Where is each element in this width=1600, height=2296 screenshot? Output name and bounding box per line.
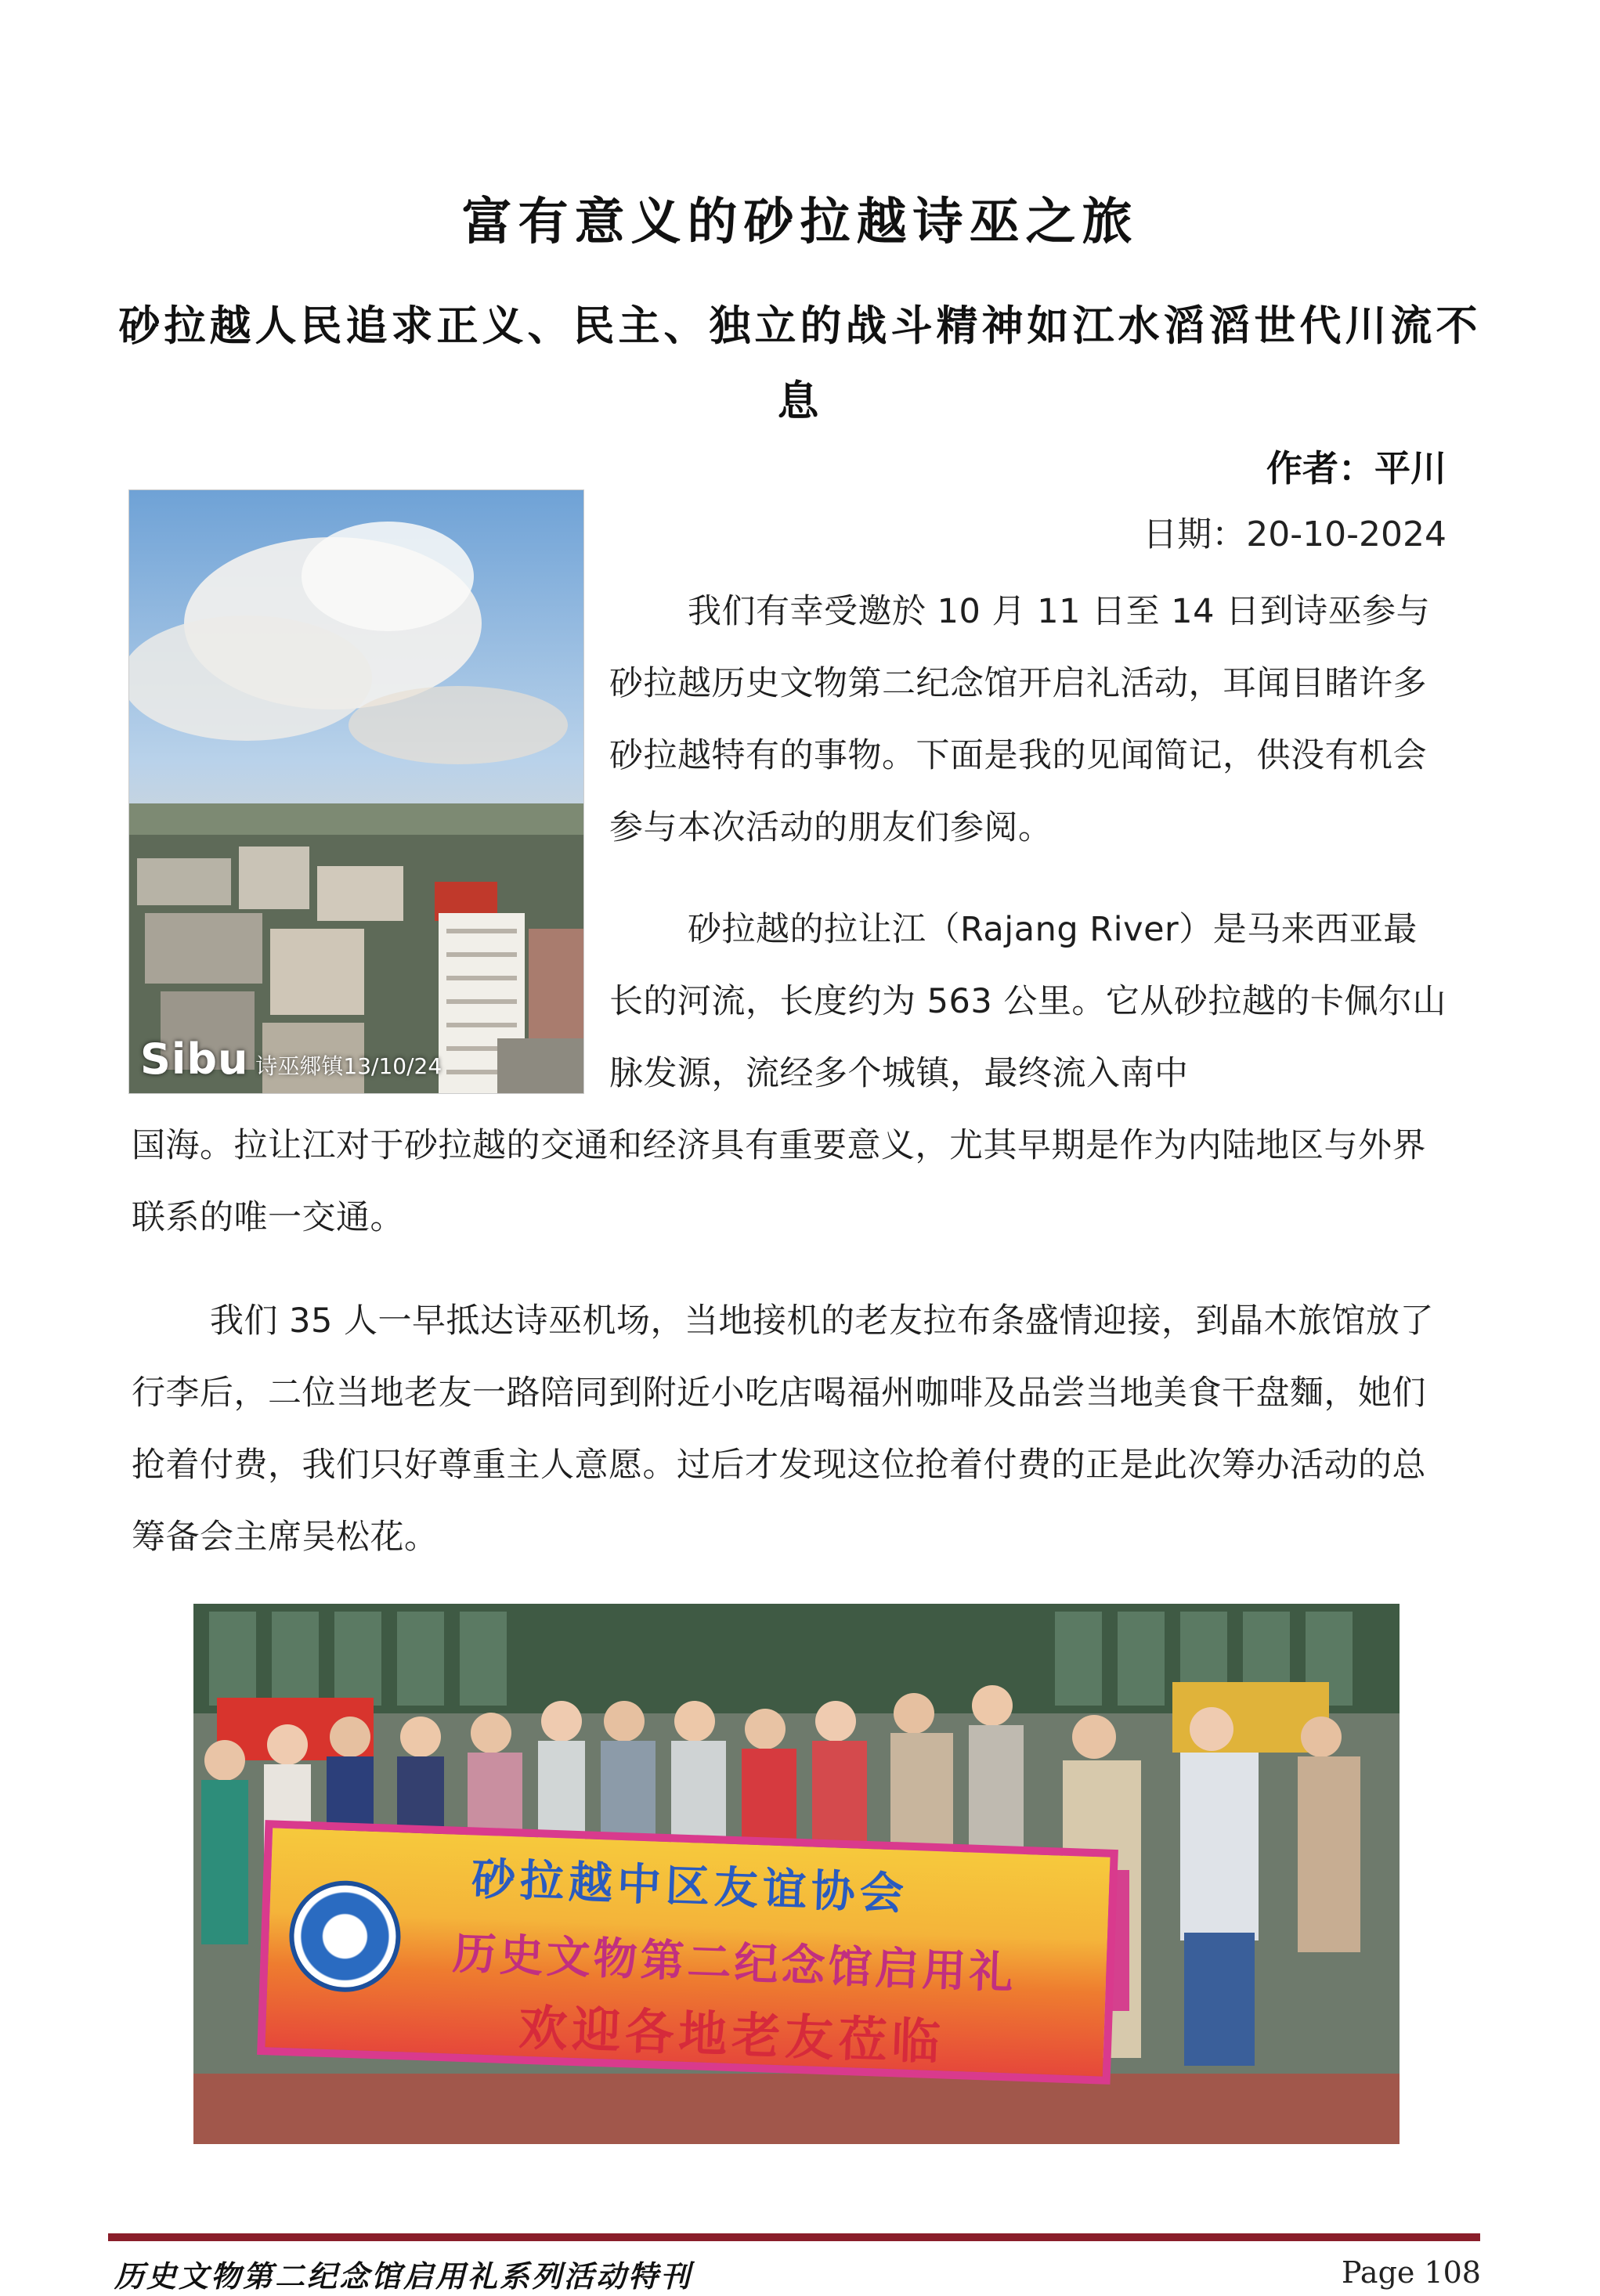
photo-caption [140, 1034, 442, 1084]
group-photo [193, 1604, 1400, 2144]
photo-caption-date: 诗巫郷镇13/10/24 [255, 1053, 442, 1079]
banner-line-3: 欢迎各地老友莅临 [518, 1998, 946, 2071]
article-title: 富有意义的砂拉越诗巫之旅 [461, 193, 1139, 251]
date-line: 日期：20-10-2024 [1143, 514, 1447, 554]
banner-line-2: 历史文物第二纪念馆启用礼 [451, 1927, 1017, 1999]
paragraph-1: 我们有幸受邀於 10 月 11 日至 14 日到诗巫参与砂拉越历史文物第二纪念馆开启礼活动，耳闻目睹许多砂拉越特有的事物。下面是我的见闻简记，供没有机会参与本次活动的朋友们参阅。 [609, 592, 1431, 847]
photo-caption-city: Sibu [140, 1034, 249, 1084]
paragraph-2-part-2: 国海。拉让江对于砂拉越的交通和经济具有重要意义，尤其早期是作为内陆地区与外界联系的唯一交通。 [132, 1126, 1426, 1237]
paragraph-3: 我们 35 人一早抵达诗巫机场，当地接机的老友拉布条盛情迎接，到晶木旅馆放了行李后，二位当地老友一路陪同到附近小吃店喝福州咖啡及品尝当地美食干盘麵，她们抢着付费，我们只好尊重主人意愿。过后才发现这位抢着付费的正是此次筹办活动的总筹备会主席吴松花。 [132, 1301, 1435, 1557]
banner-line-1: 砂拉越中区友谊协会 [470, 1853, 909, 1920]
author-line: 作者：平川 [1266, 447, 1447, 489]
article-subtitle: 砂拉越人民追求正义、民主、独立的战斗精神如江水滔滔世代川流不息 [118, 301, 1482, 425]
page-number: Page 108 [1342, 2255, 1481, 2290]
footer-rule [108, 2233, 1480, 2241]
footer-publication-title: 历史文物第二纪念馆启用礼系列活动特刊 [114, 2258, 693, 2294]
welcome-banner [257, 1820, 1118, 2085]
sibu-skyline-photo [128, 489, 584, 1094]
paragraph-2-part-1: 砂拉越的拉让江（Rajang River）是马来西亚最长的河流，长度约为 563 公里。它从砂拉越的卡佩尔山脉发源，流经多个城镇，最终流入南中 [609, 910, 1447, 1093]
